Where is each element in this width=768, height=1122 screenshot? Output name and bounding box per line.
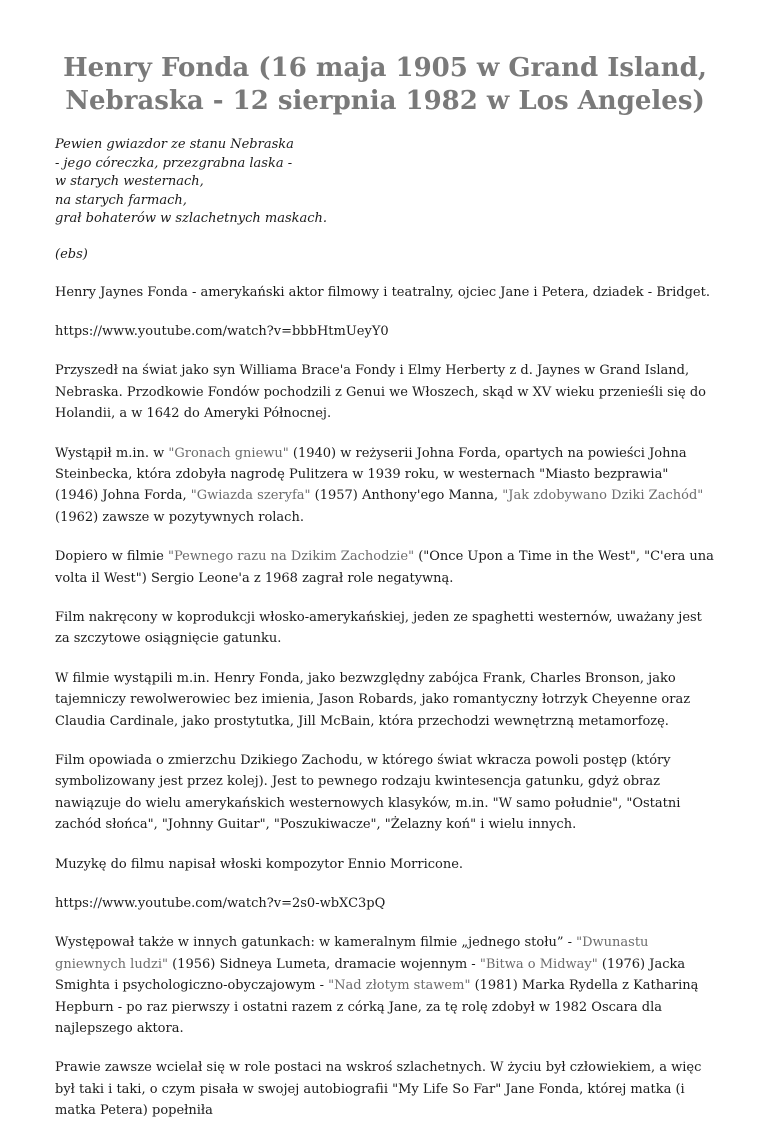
film-link-dwunastu-gniewnych[interactable]: "Dwunastu gniewnych ludzi" [55,935,649,972]
origins-paragraph: Przyszedł na świat jako syn Williama Brace'a Fondy i Elmy Herberty z d. Jaynes w Grand Island, Nebraska. Przodkowie Fondów pochodzili z Genui we Włoszech, skąd w XV wieku przenieśli się do Holandii, a w 1642 do Ameryki Północnej. [55,363,706,422]
genres-text: (1981) Marka Rydella z Kathariną Hepburn - po raz pierwszy i ostatni razem z córką Jane, za tę rolę zdobył w 1982 Oscara dla najlepszego aktora. [55,978,699,1037]
film-link-gwiazda-szeryfa[interactable]: "Gwiazda szeryfa" [190,488,311,504]
limerick-poem [55,136,715,229]
poem-line: grał bohaterów w szlachetnych maskach. [55,211,328,226]
career-text: (1957) Anthony'ego Manna, [310,488,503,504]
once-text: Dopiero w filmie [55,549,168,565]
career-text: (1940) w reżyserii Johna Forda, opartych na powieści Johna Steinbecka, która zdobyła nagrodę Pulitzera w 1939 roku, w westernach "Miasto bezprawia" (1946) Johna Forda, [55,445,687,504]
genres-paragraph [55,932,715,1039]
film-link-grona-gniewu[interactable]: "Gronach gniewu" [168,445,289,461]
youtube-url-2: https://www.youtube.com/watch?v=2s0-wbXC3pQ [55,896,386,912]
youtube-url-1: https://www.youtube.com/watch?v=bbbHtmUeyY0 [55,323,389,339]
film-link-nad-zlotym-stawem[interactable]: "Nad złotym stawem" [328,978,471,994]
career-text: Wystąpił m.in. w [55,445,169,461]
page-title [55,52,715,118]
genres-text: Występował także w innych gatunkach: w kameralnym filmie „jednego stołu” - [55,935,577,951]
poem-line: na starych farmach, [55,192,187,208]
poem-signature: (ebs) [55,246,88,262]
music-paragraph: Muzykę do filmu napisał włoski kompozytor Ennio Morricone. [55,856,464,872]
film-production-paragraph: Film nakręcony w koprodukcji włosko-amerykańskiej, jeden ze spaghetti westernów, uważany jest za szczytowe osiągnięcie gatunku. [55,609,702,647]
film-link-pewnego-razu[interactable]: "Pewnego razu na Dzikim Zachodzie" [168,549,415,565]
film-link-bitwa-o-midway[interactable]: "Bitwa o Midway" [479,956,598,972]
career-paragraph [55,443,715,529]
title-line-1: Henry Fonda (16 maja 1905 w Grand Island, [63,53,707,83]
once-upon-paragraph [55,546,715,589]
genres-text: (1976) Jacka Smighta i psychologiczno-obyczajowym - [55,956,686,994]
once-text: ("Once Upon a Time in the West", "C'era una volta il West") Sergio Leone'a z 1968 zagrał role negatywną. [55,549,714,586]
last-paragraph: Prawie zawsze wcielał się w role postaci na wskroś szlachetnych. W życiu był człowiekiem, a więc był taki i taki, o czym pisała w swojej autobiografii "My Life So Far" Jane Fonda, której matka (i matka Petera) popełniła [55,1060,702,1119]
film-link-jak-zdobywano[interactable]: "Jak zdobywano Dziki Zachód" [502,488,704,504]
title-line-2: Nebraska - 12 sierpnia 1982 w Los Angeles) [65,86,705,116]
film-cast-paragraph: W filmie wystąpili m.in. Henry Fonda, jako bezwzględny zabójca Frank, Charles Bronson, jako tajemniczy rewolwerowiec bez imienia, Jason Robards, jako romantyczny łotrzyk Cheyenne oraz Claudia Cardinale, jako prostytutka, Jill McBain, która przechodzi wewnętrzną metamorfozę. [55,670,691,729]
film-story-paragraph: Film opowiada o zmierzchu Dzikiego Zachodu, w którego świat wkracza powoli postęp (który symbolizowany jest przez kolej). Jest to pewnego rodzaju kwintesencja gatunku, gdyż obraz nawiązuje do wielu amerykańskich westernowych klasyków, m.in. "W samo południe", "Ostatni zachód słońca", "Johnny Guitar", "Poszukiwacze", "Żelazny koń" i wielu innych. [55,753,681,833]
intro-paragraph: Henry Jaynes Fonda - amerykański aktor filmowy i teatralny, ojciec Jane i Petera, dziadek - Bridget. [55,284,710,300]
poem-line: Pewien gwiazdor ze stanu Nebraska [55,137,294,152]
poem-line: w starych westernach, [55,174,204,189]
genres-text: (1956) Sidneya Lumeta, dramacie wojennym - [168,956,480,972]
poem-line: - jego córeczka, przezgrabna laska - [55,155,293,171]
career-text: (1962) zawsze w pozytywnych rolach. [55,509,304,525]
